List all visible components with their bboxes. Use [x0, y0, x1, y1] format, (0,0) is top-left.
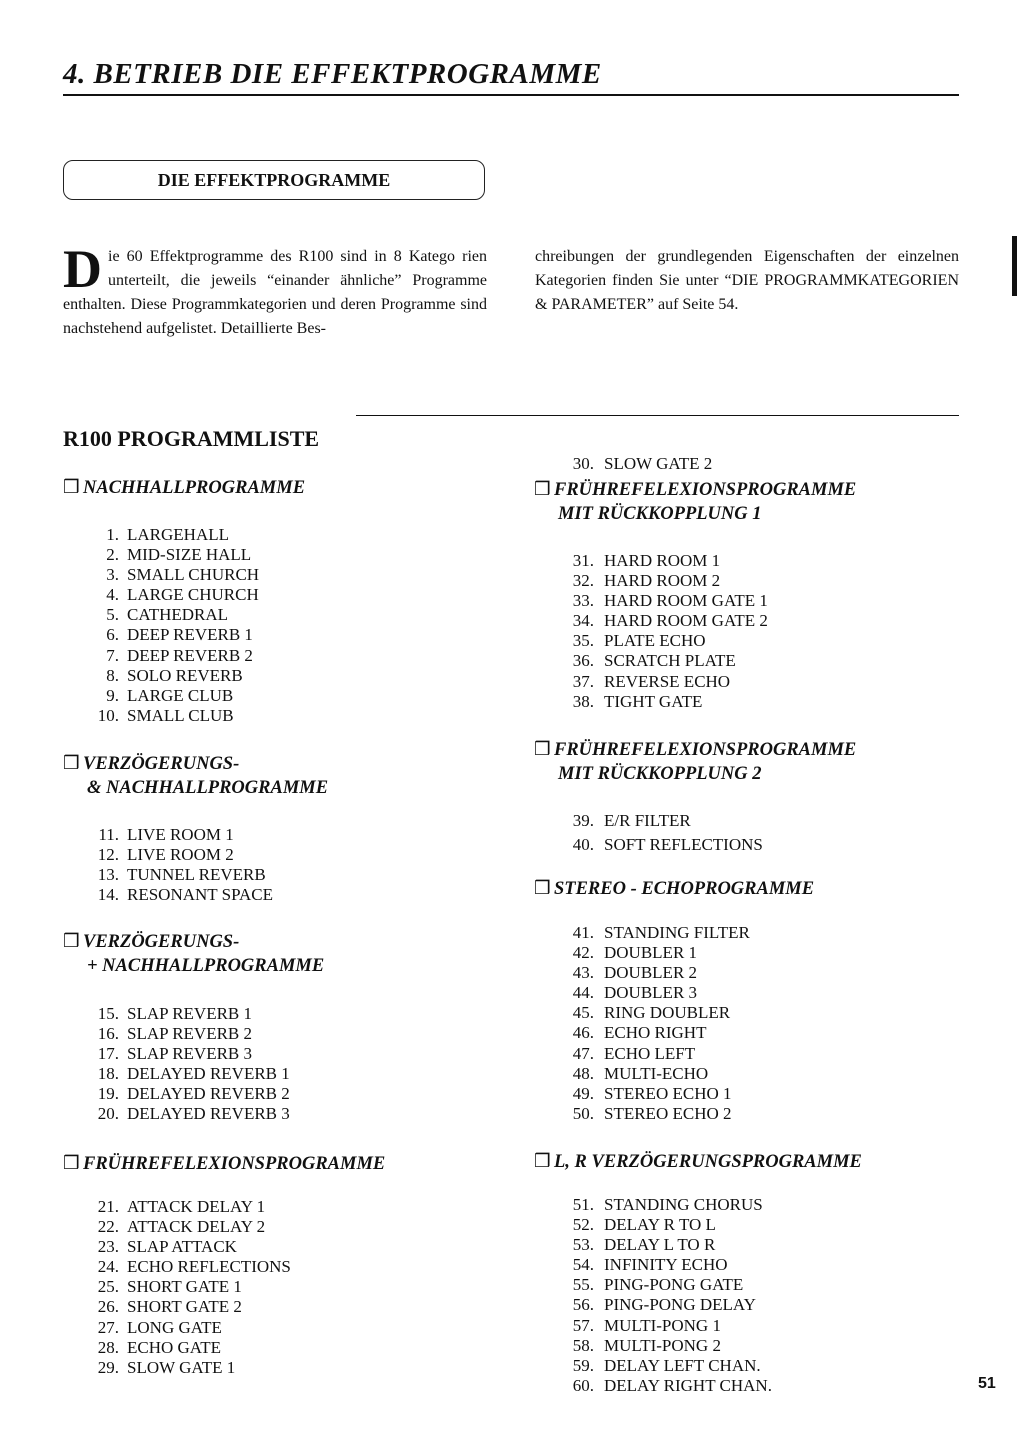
program-name: PLATE ECHO — [604, 631, 706, 651]
list-item — [63, 1318, 291, 1338]
program-items — [63, 1197, 291, 1378]
program-name: LARGE CLUB — [127, 685, 234, 705]
program-items — [63, 1004, 290, 1125]
program-number: 27. — [97, 1317, 119, 1337]
checkbox-icon: ❒ — [63, 478, 80, 498]
list-item — [63, 545, 259, 565]
list-item — [534, 1195, 772, 1215]
program-name: SMALL CHURCH — [127, 565, 260, 585]
list-item — [63, 1217, 291, 1237]
program-name: DELAYED REVERB 1 — [127, 1064, 290, 1084]
checkbox-icon: ❒ — [534, 1152, 551, 1172]
program-name: MULTI-PONG 2 — [604, 1335, 721, 1355]
list-item — [63, 625, 259, 645]
program-name: RING DOUBLER — [604, 1003, 731, 1023]
program-number: 7. — [106, 645, 119, 665]
program-name: SLOW GATE 2 — [604, 454, 713, 473]
program-name: LIVE ROOM 1 — [127, 825, 234, 844]
program-name: TIGHT GATE — [604, 691, 703, 711]
program-name: SLAP REVERB 2 — [127, 1024, 253, 1044]
program-name: MULTI-ECHO — [604, 1063, 709, 1083]
program-name: REVERSE ECHO — [604, 671, 731, 691]
program-name: CATHEDRAL — [127, 605, 229, 625]
program-items — [63, 525, 259, 726]
program-number: 60. — [572, 1375, 594, 1395]
program-name: DEEP REVERB 2 — [127, 645, 253, 665]
category-heading — [63, 476, 305, 500]
list-item — [534, 672, 768, 692]
list-item — [534, 835, 763, 859]
program-number: 3. — [106, 565, 119, 585]
list-item — [534, 651, 768, 671]
list-item — [534, 1044, 750, 1064]
program-name: HARD ROOM 1 — [604, 551, 721, 570]
program-number: 59. — [572, 1355, 594, 1375]
list-item — [534, 1003, 750, 1023]
program-number: 51. — [572, 1195, 594, 1214]
category-heading — [534, 877, 814, 901]
list-item — [63, 1338, 291, 1358]
program-name: RESONANT SPACE — [127, 885, 273, 905]
program-name: HARD ROOM GATE 2 — [604, 611, 768, 631]
section-box-title: DIE EFFEKTPROGRAMME — [63, 160, 485, 200]
program-name: STANDING CHORUS — [604, 1195, 763, 1214]
list-item — [534, 1104, 750, 1124]
program-name: HARD ROOM GATE 1 — [604, 591, 768, 611]
list-item — [63, 585, 259, 605]
program-number: 53. — [572, 1235, 594, 1255]
program-number: 30. — [572, 454, 594, 473]
program-number: 22. — [97, 1217, 119, 1237]
program-name: SLAP REVERB 3 — [127, 1044, 253, 1064]
program-number: 50. — [572, 1103, 594, 1123]
list-item — [63, 525, 259, 545]
program-number: 55. — [572, 1275, 594, 1295]
checkbox-icon: ❒ — [63, 1154, 80, 1174]
program-number: 34. — [572, 611, 594, 631]
category-title-line2: MIT RÜCKKOPPLUNG 2 — [558, 764, 762, 784]
category-title: FRÜHREFELEXIONSPROGRAMME — [83, 1154, 386, 1174]
list-item — [534, 1275, 772, 1295]
drop-cap: D — [63, 239, 102, 299]
program-number: 57. — [572, 1315, 594, 1335]
program-number: 24. — [97, 1257, 119, 1277]
category-heading — [63, 1152, 385, 1176]
program-number: 35. — [572, 631, 594, 651]
program-name: DELAY RIGHT CHAN. — [604, 1375, 772, 1395]
list-item — [534, 1064, 750, 1084]
program-items — [534, 811, 763, 859]
program-name: STEREO ECHO 2 — [604, 1103, 732, 1123]
program-name: DOUBLER 1 — [604, 943, 698, 963]
program-name: SOFT REFLECTIONS — [604, 835, 763, 854]
program-number: 56. — [572, 1295, 594, 1315]
section-rule — [356, 415, 959, 416]
program-number: 37. — [572, 671, 594, 691]
program-name: DELAY R TO L — [604, 1215, 716, 1235]
program-number: 49. — [572, 1083, 594, 1103]
category-title-line2: + NACHHALLPROGRAMME — [87, 956, 325, 976]
category-title-line2: & NACHHALLPROGRAMME — [87, 778, 329, 798]
list-item — [534, 1084, 750, 1104]
list-item — [63, 1257, 291, 1277]
list-item — [63, 1004, 290, 1024]
list-item — [534, 611, 768, 631]
program-number: 28. — [97, 1337, 119, 1357]
program-number: 17. — [97, 1044, 119, 1064]
list-item — [534, 591, 768, 611]
program-name: DELAY L TO R — [604, 1235, 716, 1255]
program-items — [534, 923, 750, 1124]
list-item — [534, 1215, 772, 1235]
intro-left-text: ie 60 Effektprogramme des R100 sind in 8 Katego rien unterteilt, die jeweils “einander ähnliche” Programme enthalten. Diese Programmkategorien und deren Programme sind nachstehend aufgelistet. Detaillierte Bes- — [63, 248, 487, 337]
list-item — [534, 551, 768, 571]
program-name: ECHO RIGHT — [604, 1023, 707, 1043]
list-item — [63, 845, 273, 865]
program-number: 58. — [572, 1335, 594, 1355]
program-number: 11. — [98, 825, 119, 844]
category-title: FRÜHREFELEXIONSPROGRAMME — [554, 740, 857, 760]
program-number: 5. — [106, 605, 119, 625]
category-heading — [534, 738, 856, 786]
program-number: 47. — [572, 1043, 594, 1063]
category-heading — [63, 752, 328, 800]
program-items — [534, 454, 712, 474]
list-item — [63, 706, 259, 726]
program-number: 16. — [97, 1024, 119, 1044]
program-name: LARGEHALL — [127, 525, 229, 544]
category-title: STEREO - ECHOPROGRAMME — [554, 879, 815, 899]
program-name: STANDING FILTER — [604, 923, 750, 942]
program-number: 44. — [572, 983, 594, 1003]
program-number: 25. — [97, 1277, 119, 1297]
list-item — [534, 1356, 772, 1376]
program-name: ECHO GATE — [127, 1337, 221, 1357]
program-items — [63, 825, 273, 905]
list-item — [63, 825, 273, 845]
program-name: SLAP REVERB 1 — [127, 1004, 253, 1023]
list-item — [534, 963, 750, 983]
program-number: 43. — [572, 963, 594, 983]
program-number: 40. — [572, 835, 594, 854]
program-number: 52. — [572, 1215, 594, 1235]
category-heading — [534, 478, 856, 526]
program-number: 38. — [572, 691, 594, 711]
program-number: 15. — [97, 1004, 119, 1023]
program-name: ECHO LEFT — [604, 1043, 696, 1063]
list-item — [63, 1064, 290, 1084]
program-number: 4. — [106, 585, 119, 605]
program-number: 46. — [572, 1023, 594, 1043]
program-number: 9. — [106, 685, 119, 705]
list-item — [534, 1336, 772, 1356]
program-name: MID-SIZE HALL — [127, 545, 252, 565]
program-name: PING-PONG DELAY — [604, 1295, 756, 1315]
list-item — [63, 605, 259, 625]
list-item — [534, 1295, 772, 1315]
category-heading — [63, 930, 324, 978]
list-item — [534, 811, 763, 835]
program-number: 26. — [97, 1297, 119, 1317]
program-number: 36. — [572, 651, 594, 671]
program-number: 13. — [97, 865, 119, 885]
program-name: LIVE ROOM 2 — [127, 845, 234, 865]
program-name: SCRATCH PLATE — [604, 651, 736, 671]
checkbox-icon: ❒ — [534, 480, 551, 500]
list-item — [63, 1044, 290, 1064]
program-name: E/R FILTER — [604, 811, 691, 830]
program-number: 6. — [106, 625, 119, 645]
program-number: 14. — [97, 885, 119, 905]
program-number: 21. — [97, 1197, 119, 1216]
program-name: DOUBLER 2 — [604, 963, 698, 983]
program-name: HARD ROOM 2 — [604, 571, 721, 591]
program-name: MULTI-PONG 1 — [604, 1315, 721, 1335]
program-number: 20. — [97, 1104, 119, 1124]
program-number: 54. — [572, 1255, 594, 1275]
list-item — [63, 1024, 290, 1044]
intro-left-column — [63, 239, 487, 341]
margin-bar — [1012, 236, 1017, 296]
program-number: 8. — [106, 665, 119, 685]
list-item — [63, 565, 259, 585]
category-heading — [534, 1150, 862, 1174]
program-name: INFINITY ECHO — [604, 1255, 728, 1275]
program-number: 45. — [572, 1003, 594, 1023]
program-name: SLOW GATE 1 — [127, 1357, 236, 1377]
program-name: TUNNEL REVERB — [127, 865, 266, 885]
program-number: 1. — [106, 525, 119, 544]
category-title: FRÜHREFELEXIONSPROGRAMME — [554, 480, 857, 500]
program-number: 31. — [572, 551, 594, 570]
list-item — [63, 646, 259, 666]
list-item — [534, 983, 750, 1003]
program-number: 42. — [572, 943, 594, 963]
list-item — [534, 1316, 772, 1336]
program-number: 29. — [97, 1357, 119, 1377]
list-item — [63, 1104, 290, 1124]
program-name: DEEP REVERB 1 — [127, 625, 253, 645]
program-number: 23. — [97, 1237, 119, 1257]
intro-right-text: chreibungen der grundlegenden Eigenschaften der einzelnen Kategorien finden Sie unter “DIE PROGRAMMKATEGORIEN & PARAMETER” auf Seite 54. — [535, 248, 959, 313]
list-item — [63, 1197, 291, 1217]
program-name: ECHO REFLECTIONS — [127, 1257, 291, 1277]
program-name: LARGE CHURCH — [127, 585, 259, 605]
program-name: STEREO ECHO 1 — [604, 1083, 732, 1103]
program-number: 41. — [572, 923, 594, 942]
program-number: 32. — [572, 571, 594, 591]
checkbox-icon: ❒ — [63, 754, 80, 774]
page-number: 51 — [978, 1375, 996, 1392]
program-items — [534, 551, 768, 712]
program-number: 19. — [97, 1084, 119, 1104]
program-number: 2. — [106, 545, 119, 565]
list-item — [63, 865, 273, 885]
list-item — [63, 1237, 291, 1257]
program-name: SLAP ATTACK — [127, 1237, 237, 1257]
program-name: DOUBLER 3 — [604, 983, 698, 1003]
list-item — [534, 1023, 750, 1043]
list-item — [63, 686, 259, 706]
list-item — [534, 631, 768, 651]
program-name: LONG GATE — [127, 1317, 222, 1337]
program-name: SHORT GATE 1 — [127, 1277, 242, 1297]
program-name: SHORT GATE 2 — [127, 1297, 242, 1317]
list-item — [534, 1235, 772, 1255]
list-item — [534, 454, 712, 474]
program-name: ATTACK DELAY 2 — [127, 1217, 266, 1237]
list-heading: R100 PROGRAMMLISTE — [63, 426, 320, 451]
list-item — [63, 1277, 291, 1297]
program-name: DELAYED REVERB 2 — [127, 1084, 290, 1104]
list-item — [63, 885, 273, 905]
list-item — [534, 571, 768, 591]
list-item — [63, 1297, 291, 1317]
checkbox-icon: ❒ — [63, 932, 80, 952]
category-title: NACHHALLPROGRAMME — [83, 478, 306, 498]
category-title: VERZÖGERUNGS- — [83, 754, 240, 774]
program-name: DELAY LEFT CHAN. — [604, 1355, 761, 1375]
page-title: 4. BETRIEB DIE EFFEKTPROGRAMME — [63, 56, 959, 96]
program-name: ATTACK DELAY 1 — [127, 1197, 266, 1216]
program-number: 12. — [97, 845, 119, 865]
program-number: 33. — [572, 591, 594, 611]
program-items — [534, 1195, 772, 1396]
checkbox-icon: ❒ — [534, 879, 551, 899]
list-item — [534, 923, 750, 943]
list-item — [534, 1376, 772, 1396]
program-number: 18. — [97, 1064, 119, 1084]
list-item — [63, 666, 259, 686]
program-number: 39. — [572, 811, 594, 830]
list-item — [63, 1084, 290, 1104]
program-name: PING-PONG GATE — [604, 1275, 744, 1295]
program-name: SOLO REVERB — [127, 665, 243, 685]
list-item — [63, 1358, 291, 1378]
program-number: 10. — [97, 705, 119, 725]
category-title-line2: MIT RÜCKKOPPLUNG 1 — [558, 504, 762, 524]
category-title: L, R VERZÖGERUNGSPROGRAMME — [554, 1152, 862, 1172]
category-title: VERZÖGERUNGS- — [83, 932, 240, 952]
program-number: 48. — [572, 1063, 594, 1083]
list-item — [534, 943, 750, 963]
checkbox-icon: ❒ — [534, 740, 551, 760]
program-name: SMALL CLUB — [127, 705, 234, 725]
list-item — [534, 692, 768, 712]
list-item — [534, 1255, 772, 1275]
program-name: DELAYED REVERB 3 — [127, 1104, 290, 1124]
